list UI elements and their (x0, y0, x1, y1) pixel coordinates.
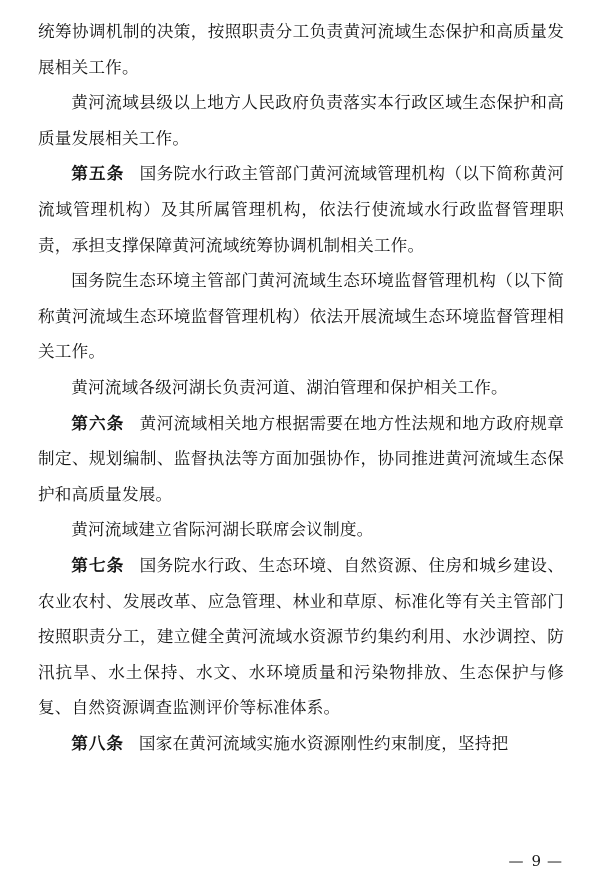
article-label: 第七条 (71, 554, 125, 575)
paragraph: 黄河流域县级以上地方人民政府负责落实本行政区域生态保护和高质量发展相关工作。 (38, 93, 564, 148)
article-paragraph (38, 406, 564, 513)
page-footer (0, 852, 564, 870)
document-body (38, 14, 564, 761)
article-label: 第八条 (71, 732, 124, 753)
footer-dash-right: — (547, 852, 564, 870)
page-number: 9 (531, 852, 541, 870)
article-text: 国务院水行政主管部门黄河流域管理机构（以下简称黄河流域管理机构）及其所属管理机构，依法行使流域水行政监督管理职责，承担支撑保障黄河流域统筹协调机制相关工作。 (38, 164, 564, 255)
article-paragraph (38, 548, 564, 726)
paragraph: 国务院生态环境主管部门黄河流域生态环境监督管理机构（以下简称黄河流域生态环境监督管理机构）依法开展流域生态环境监督管理相关工作。 (38, 271, 564, 362)
article-text: 国家在黄河流域实施水资源刚性约束制度，坚持把 (138, 733, 509, 753)
article-paragraph (38, 726, 564, 762)
footer-dash-left: — (508, 852, 526, 870)
article-text: 黄河流域相关地方根据需要在地方性法规和地方政府规章制定、规划编制、监督执法等方面加强协作，协同推进黄河流域生态保护和高质量发展。 (38, 413, 564, 504)
article-label: 第五条 (71, 163, 125, 184)
article-paragraph (38, 156, 564, 263)
article-label: 第六条 (71, 412, 125, 433)
article-text: 国务院水行政、生态环境、自然资源、住房和城乡建设、农业农村、发展改革、应急管理、林业和草原、标准化等有关主管部门按照职责分工，建立健全黄河流域水资源节约集约利用、水沙调控、防汛抗旱、水土保持、水文、水环境质量和污染物排放、生态保护与修复、自然资源调查监测评价等标准体系。 (38, 555, 564, 718)
paragraph: 黄河流域各级河湖长负责河道、湖泊管理和保护相关工作。 (71, 377, 508, 397)
paragraph-continuation: 统筹协调机制的决策，按照职责分工负责黄河流域生态保护和高质量发展相关工作。 (38, 22, 564, 77)
paragraph: 黄河流域建立省际河湖长联席会议制度。 (71, 520, 374, 540)
